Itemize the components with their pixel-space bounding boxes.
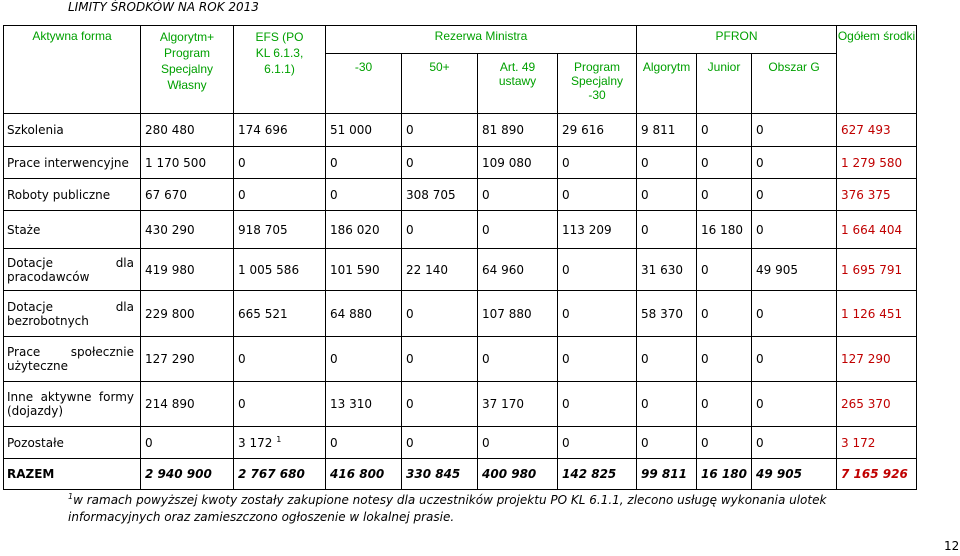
row-label bbox=[4, 114, 141, 147]
row-label-line: pracodawców bbox=[7, 269, 90, 284]
row-label bbox=[4, 249, 141, 291]
value-cell bbox=[234, 382, 326, 427]
row-label bbox=[4, 337, 141, 382]
row-label-line: użyteczne bbox=[7, 359, 68, 373]
value-text: 9 811 bbox=[641, 123, 676, 137]
value-text: 0 bbox=[562, 397, 570, 411]
value-text: 0 bbox=[406, 155, 414, 170]
value-text: 0 bbox=[238, 155, 246, 170]
table-row-pozostale bbox=[4, 427, 917, 459]
subheader-program-specjalny: Program Specjalny -30 bbox=[558, 54, 637, 114]
value-cell bbox=[478, 179, 558, 211]
value-text: 127 290 bbox=[841, 352, 891, 366]
value-text: 0 bbox=[701, 123, 709, 137]
subheader-50plus: 50+ bbox=[402, 54, 478, 114]
value-text: 419 980 bbox=[145, 262, 195, 277]
value-cell bbox=[697, 337, 752, 382]
value-cell bbox=[558, 337, 637, 382]
value-cell bbox=[558, 427, 637, 459]
value-text: 174 696 bbox=[238, 123, 288, 137]
value-cell bbox=[402, 147, 478, 179]
row-total-cell bbox=[837, 147, 917, 179]
header-algorytm-program: Algorytm+ Program Specjalny Własny bbox=[141, 26, 234, 114]
value-cell bbox=[752, 114, 837, 147]
row-label bbox=[4, 382, 141, 427]
value-text: 0 bbox=[641, 155, 649, 170]
value-text: 0 bbox=[562, 435, 570, 450]
value-cell bbox=[478, 211, 558, 249]
row-label-line: Prace społecznie bbox=[7, 345, 134, 359]
value-text: 918 705 bbox=[238, 222, 288, 237]
value-text: 0 bbox=[238, 187, 246, 202]
value-cell bbox=[637, 179, 697, 211]
row-label bbox=[4, 147, 141, 179]
subheader-art49: Art. 49 ustawy bbox=[478, 54, 558, 114]
subheader-junior: Junior bbox=[697, 54, 752, 114]
row-label-line: Dotacje dla bbox=[7, 299, 134, 314]
value-cell bbox=[478, 427, 558, 459]
value-cell bbox=[697, 179, 752, 211]
value-text: 1 126 451 bbox=[841, 306, 903, 321]
value-text: 67 670 bbox=[145, 187, 187, 202]
value-cell bbox=[402, 179, 478, 211]
value-text: 0 bbox=[756, 123, 764, 137]
row-total-cell bbox=[837, 211, 917, 249]
value-text: 0 bbox=[756, 352, 764, 366]
subheader-obszar-g: Obszar G bbox=[752, 54, 837, 114]
value-text: 0 bbox=[756, 187, 764, 202]
value-cell bbox=[637, 249, 697, 291]
value-cell bbox=[402, 291, 478, 337]
value-cell bbox=[752, 147, 837, 179]
value-cell bbox=[478, 249, 558, 291]
value-text: 37 170 bbox=[482, 397, 524, 411]
document-title: LIMITY ŚRODKÓW NA ROK 2013 bbox=[68, 0, 259, 14]
value-text: 0 bbox=[701, 306, 709, 321]
value-text: 0 bbox=[701, 187, 709, 202]
total-cell: 2 767 680 bbox=[234, 459, 326, 490]
value-cell bbox=[558, 382, 637, 427]
value-cell bbox=[402, 427, 478, 459]
table-row-dotacje-bezrobotnych bbox=[4, 291, 917, 337]
value-text: 0 bbox=[641, 435, 649, 450]
value-cell bbox=[637, 211, 697, 249]
value-cell bbox=[478, 147, 558, 179]
value-text: 64 880 bbox=[330, 306, 372, 321]
value-cell bbox=[326, 179, 402, 211]
value-cell bbox=[141, 179, 234, 211]
row-label: RAZEM bbox=[4, 459, 141, 490]
value-cell bbox=[697, 249, 752, 291]
table-row-prace-spolecznie-uzyteczne bbox=[4, 337, 917, 382]
value-text: 3 172 bbox=[238, 435, 273, 450]
row-total-cell bbox=[837, 382, 917, 427]
value-cell bbox=[326, 249, 402, 291]
value-cell bbox=[402, 382, 478, 427]
value-cell bbox=[637, 147, 697, 179]
value-cell bbox=[558, 179, 637, 211]
value-text: 0 bbox=[482, 435, 490, 450]
value-cell bbox=[141, 337, 234, 382]
row-label bbox=[4, 211, 141, 249]
value-text: 229 800 bbox=[145, 306, 195, 321]
value-text: 0 bbox=[756, 397, 764, 411]
footnote bbox=[68, 492, 908, 526]
value-text: 31 630 bbox=[641, 262, 684, 277]
value-text: 0 bbox=[562, 262, 570, 277]
value-cell bbox=[697, 382, 752, 427]
table-row-inne-aktywne-formy bbox=[4, 382, 917, 427]
value-cell bbox=[326, 114, 402, 147]
value-cell bbox=[558, 291, 637, 337]
value-text: 0 bbox=[641, 222, 649, 237]
value-cell bbox=[752, 179, 837, 211]
value-cell bbox=[752, 211, 837, 249]
value-text: 0 bbox=[562, 155, 570, 170]
value-cell bbox=[478, 382, 558, 427]
value-cell bbox=[697, 114, 752, 147]
value-text: 0 bbox=[701, 262, 709, 277]
table-row-razem bbox=[4, 459, 917, 490]
header-row-top bbox=[4, 26, 917, 54]
value-cell bbox=[637, 427, 697, 459]
value-cell bbox=[234, 337, 326, 382]
value-cell bbox=[141, 147, 234, 179]
value-text: 0 bbox=[406, 397, 414, 411]
row-label bbox=[4, 179, 141, 211]
value-text: 0 bbox=[701, 352, 709, 366]
value-cell bbox=[326, 427, 402, 459]
value-text: 1 005 586 bbox=[238, 262, 300, 277]
value-text: 0 bbox=[406, 123, 414, 137]
row-label-line: Pozostałe bbox=[7, 435, 64, 450]
value-text: 0 bbox=[482, 352, 490, 366]
value-text: 51 000 bbox=[330, 123, 372, 137]
value-text: 0 bbox=[641, 187, 649, 202]
header-efs: EFS (PO KL 6.1.3, 6.1.1) bbox=[234, 26, 326, 114]
value-text: 0 bbox=[145, 435, 153, 450]
value-cell bbox=[234, 211, 326, 249]
header-pfron: PFRON bbox=[637, 26, 837, 54]
header-rezerwa-ministra: Rezerwa Ministra bbox=[326, 26, 637, 54]
row-label-line: bezrobotnych bbox=[7, 313, 89, 328]
total-cell: 330 845 bbox=[402, 459, 478, 490]
value-text: 1 170 500 bbox=[145, 155, 207, 170]
value-cell bbox=[402, 337, 478, 382]
value-cell bbox=[402, 249, 478, 291]
value-text: 0 bbox=[701, 435, 709, 450]
value-cell bbox=[752, 249, 837, 291]
total-cell: 416 800 bbox=[326, 459, 402, 490]
row-total-cell bbox=[837, 249, 917, 291]
value-cell bbox=[558, 211, 637, 249]
footnote-mark: 1 bbox=[68, 492, 74, 501]
value-text: 0 bbox=[482, 222, 490, 237]
header-ogolem-srodki: Ogółem środki bbox=[837, 26, 917, 114]
value-cell bbox=[141, 249, 234, 291]
row-label bbox=[4, 291, 141, 337]
value-cell bbox=[402, 211, 478, 249]
value-cell bbox=[141, 427, 234, 459]
value-cell bbox=[326, 337, 402, 382]
total-cell: 2 940 900 bbox=[141, 459, 234, 490]
grand-total-cell: 7 165 926 bbox=[837, 459, 917, 490]
value-cell bbox=[558, 249, 637, 291]
value-text: 107 880 bbox=[482, 306, 532, 321]
total-cell: 16 180 bbox=[697, 459, 752, 490]
table-row-roboty-publiczne bbox=[4, 179, 917, 211]
page-number: 12 bbox=[944, 539, 960, 553]
value-cell bbox=[637, 337, 697, 382]
value-text: 308 705 bbox=[406, 187, 456, 202]
row-label-line: Inne aktywne formy bbox=[7, 390, 134, 404]
value-text: 280 480 bbox=[145, 123, 195, 137]
value-text: 0 bbox=[482, 187, 490, 202]
value-cell bbox=[141, 114, 234, 147]
footnote-reference: 1 bbox=[276, 434, 282, 444]
value-cell bbox=[752, 427, 837, 459]
value-text: 0 bbox=[330, 435, 338, 450]
value-text: 0 bbox=[330, 155, 338, 170]
value-cell bbox=[234, 427, 326, 459]
value-text: 0 bbox=[641, 352, 649, 366]
value-text: 214 890 bbox=[145, 397, 195, 411]
value-cell bbox=[637, 382, 697, 427]
table-row-szkolenia bbox=[4, 114, 917, 147]
limits-table bbox=[3, 25, 917, 490]
row-total-cell bbox=[837, 427, 917, 459]
value-text: 0 bbox=[756, 222, 764, 237]
value-cell bbox=[752, 337, 837, 382]
value-text: 81 890 bbox=[482, 123, 524, 137]
value-text: 0 bbox=[330, 187, 338, 202]
value-cell bbox=[402, 114, 478, 147]
subheader-minus30: -30 bbox=[326, 54, 402, 114]
row-label bbox=[4, 427, 141, 459]
value-text: 1 279 580 bbox=[841, 155, 903, 170]
value-text: 0 bbox=[701, 397, 709, 411]
value-cell bbox=[234, 249, 326, 291]
value-text: 22 140 bbox=[406, 262, 448, 277]
value-cell bbox=[558, 114, 637, 147]
value-cell bbox=[697, 147, 752, 179]
value-text: 186 020 bbox=[330, 222, 380, 237]
value-cell bbox=[141, 382, 234, 427]
total-cell: 49 905 bbox=[752, 459, 837, 490]
footnote-text: w ramach powyższej kwoty zostały zakupione notesy dla uczestników projektu PO KL 6.1.1, zlecono usługę wykonania ulotek informacyjnych oraz zamieszczono ogłoszenie w lokalnej prasie. bbox=[68, 493, 827, 524]
value-cell bbox=[697, 211, 752, 249]
value-text: 13 310 bbox=[330, 397, 372, 411]
subheader-algorytm: Algorytm bbox=[637, 54, 697, 114]
row-total-cell bbox=[837, 337, 917, 382]
value-cell bbox=[326, 382, 402, 427]
value-cell bbox=[326, 211, 402, 249]
value-cell bbox=[326, 291, 402, 337]
value-text: 0 bbox=[562, 352, 570, 366]
row-label-line: Staże bbox=[7, 222, 41, 237]
value-text: 0 bbox=[756, 435, 764, 450]
value-cell bbox=[234, 147, 326, 179]
value-text: 0 bbox=[238, 397, 246, 411]
value-text: 0 bbox=[406, 435, 414, 450]
value-cell bbox=[326, 147, 402, 179]
row-label-line: Prace interwencyjne bbox=[7, 155, 129, 170]
value-cell bbox=[752, 291, 837, 337]
value-cell bbox=[234, 179, 326, 211]
table-row-staze bbox=[4, 211, 917, 249]
value-text: 665 521 bbox=[238, 306, 288, 321]
total-cell: 99 811 bbox=[637, 459, 697, 490]
value-text: 1 695 791 bbox=[841, 262, 903, 277]
value-cell bbox=[141, 291, 234, 337]
table-row-dotacje-pracodawcow bbox=[4, 249, 917, 291]
value-text: 49 905 bbox=[756, 262, 799, 277]
row-total-cell bbox=[837, 291, 917, 337]
header-aktywna-forma: Aktywna forma bbox=[4, 26, 141, 114]
value-cell bbox=[478, 291, 558, 337]
value-cell bbox=[234, 114, 326, 147]
value-cell bbox=[637, 114, 697, 147]
value-text: 0 bbox=[562, 306, 570, 321]
value-text: 0 bbox=[406, 352, 414, 366]
table-row-prace-interwencyjne bbox=[4, 147, 917, 179]
value-cell bbox=[697, 291, 752, 337]
row-label-line: (dojazdy) bbox=[7, 404, 64, 418]
row-label-line: Szkolenia bbox=[7, 123, 64, 137]
value-text: 1 664 404 bbox=[841, 222, 903, 237]
value-text: 0 bbox=[238, 352, 246, 366]
value-text: 29 616 bbox=[562, 123, 604, 137]
total-cell: 400 980 bbox=[478, 459, 558, 490]
value-text: 16 180 bbox=[701, 222, 744, 237]
value-cell bbox=[752, 382, 837, 427]
value-cell bbox=[141, 211, 234, 249]
value-text: 58 370 bbox=[641, 306, 684, 321]
value-cell bbox=[234, 291, 326, 337]
value-cell bbox=[637, 291, 697, 337]
value-text: 430 290 bbox=[145, 222, 195, 237]
value-cell bbox=[697, 427, 752, 459]
row-total-cell bbox=[837, 179, 917, 211]
value-text: 0 bbox=[330, 352, 338, 366]
row-label-line: Dotacje dla bbox=[7, 255, 134, 270]
value-text: 0 bbox=[562, 187, 570, 202]
total-cell: 142 825 bbox=[558, 459, 637, 490]
value-text: 0 bbox=[701, 155, 709, 170]
value-text: 0 bbox=[406, 222, 414, 237]
row-total-cell bbox=[837, 114, 917, 147]
row-label-line: Roboty publiczne bbox=[7, 187, 111, 202]
value-text: 627 493 bbox=[841, 123, 891, 137]
value-text: 0 bbox=[756, 306, 764, 321]
value-text: 376 375 bbox=[841, 187, 891, 202]
value-text: 64 960 bbox=[482, 262, 524, 277]
value-cell bbox=[558, 147, 637, 179]
value-cell bbox=[478, 337, 558, 382]
value-text: 3 172 bbox=[841, 435, 876, 450]
value-text: 109 080 bbox=[482, 155, 532, 170]
value-text: 101 590 bbox=[330, 262, 380, 277]
value-text: 113 209 bbox=[562, 222, 612, 237]
value-text: 0 bbox=[756, 155, 764, 170]
value-text: 0 bbox=[406, 306, 414, 321]
value-text: 265 370 bbox=[841, 397, 891, 411]
value-text: 0 bbox=[641, 397, 649, 411]
value-text: 127 290 bbox=[145, 352, 195, 366]
value-cell bbox=[478, 114, 558, 147]
